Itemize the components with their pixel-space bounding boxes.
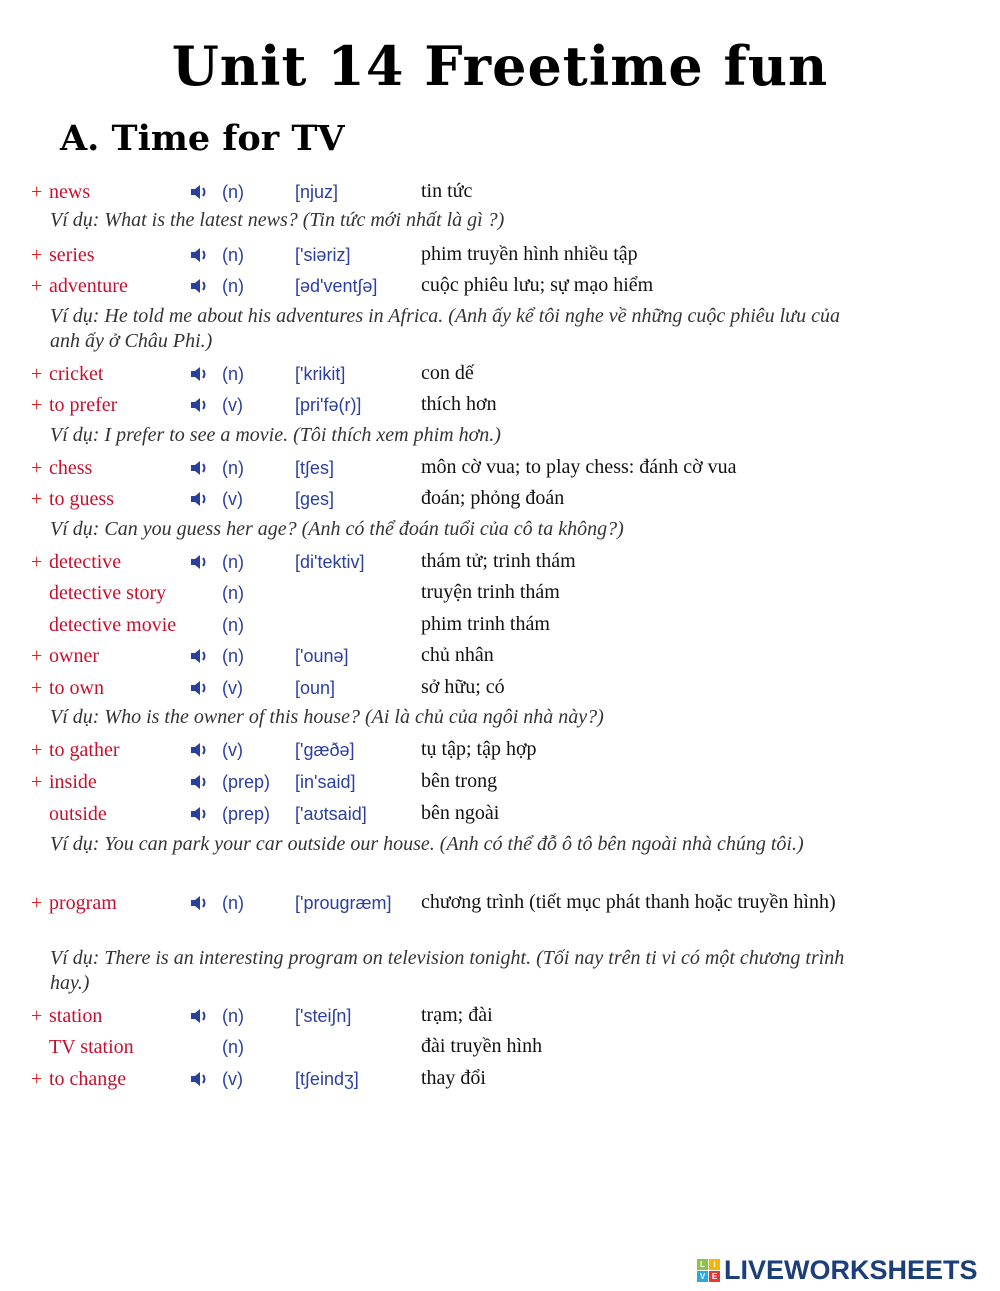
meaning: tin tức	[421, 180, 473, 202]
pronunciation: [t∫eindʒ]	[295, 1069, 359, 1089]
meaning: cuộc phiêu lưu; sự mạo hiểm	[421, 274, 654, 296]
speaker-icon[interactable]	[190, 397, 210, 413]
pronunciation: ['ounə]	[295, 646, 349, 666]
part-of-speech: (v)	[222, 395, 243, 415]
pronunciation: [ges]	[295, 489, 335, 509]
liveworksheets-logo[interactable]	[697, 1255, 978, 1286]
meaning: bên ngoài	[421, 802, 500, 824]
speaker-icon[interactable]	[190, 460, 210, 476]
meaning: chủ nhân	[421, 644, 494, 666]
vocabulary-row	[0, 674, 1000, 702]
vocab-word: detective story	[49, 582, 167, 604]
vocabulary-row	[0, 800, 1000, 828]
example-text: Ví dụ: I prefer to see a movie. (Tôi thích xem phim hơn.)	[50, 424, 501, 446]
worksheet-title: Unit 14 Freetime fun	[171, 34, 829, 98]
plus-marker: +	[31, 363, 43, 385]
part-of-speech: (prep)	[222, 804, 271, 824]
vocabulary-row	[0, 360, 1000, 388]
part-of-speech: (n)	[222, 583, 244, 603]
example-text: Ví dụ: You can park your car outside our house. (Anh có thể đỗ ô tô bên ngoài nhà chúng tôi.)	[50, 833, 804, 855]
vocab-word: to guess	[49, 488, 114, 510]
speaker-icon[interactable]	[190, 1071, 210, 1087]
vocabulary-row	[0, 1033, 1000, 1061]
part-of-speech: (n)	[222, 276, 244, 296]
vocabulary-row	[0, 241, 1000, 269]
plus-marker: +	[31, 551, 43, 573]
logo-text: LIVEWORKSHEETS	[724, 1255, 978, 1285]
plus-marker: +	[31, 1068, 43, 1090]
meaning: đoán; phỏng đoán	[421, 487, 565, 509]
vocab-word: news	[49, 181, 91, 203]
vocabulary-row	[0, 768, 1000, 796]
speaker-icon[interactable]	[190, 1008, 210, 1024]
plus-marker: +	[31, 771, 43, 793]
plus-marker: +	[31, 1005, 43, 1027]
meaning: đài truyền hình	[421, 1035, 543, 1057]
plus-marker: +	[31, 892, 43, 914]
part-of-speech: (n)	[222, 552, 244, 572]
example-sentence	[0, 832, 1000, 860]
vocabulary-row	[0, 642, 1000, 670]
meaning: thám tử; trinh thám	[421, 550, 576, 572]
example-sentence	[0, 423, 1000, 451]
part-of-speech: (v)	[222, 489, 243, 509]
pronunciation: ['stei∫n]	[295, 1006, 352, 1026]
example-text: Ví dụ: He told me about his adventures in Africa. (Anh ấy kể tôi nghe về những cuộc phiêu lưu của anh ấy ở Châu Phi.)	[50, 305, 840, 352]
vocab-word: chess	[49, 457, 93, 479]
vocab-word: outside	[49, 803, 107, 825]
example-sentence	[0, 304, 1000, 352]
part-of-speech: (v)	[222, 740, 243, 760]
vocab-word: station	[49, 1005, 103, 1027]
example-sentence	[0, 208, 1000, 236]
part-of-speech: (n)	[222, 893, 244, 913]
vocab-word: inside	[49, 771, 97, 793]
pronunciation: [t∫es]	[295, 458, 334, 478]
vocab-word: to change	[49, 1068, 127, 1090]
vocab-word: program	[49, 892, 117, 914]
vocabulary-row	[0, 889, 1000, 917]
meaning: tụ tập; tập hợp	[421, 738, 537, 760]
pronunciation: ['aʊtsaid]	[295, 804, 367, 824]
plus-marker: +	[31, 739, 43, 761]
vocabulary-row	[0, 579, 1000, 607]
part-of-speech: (n)	[222, 182, 244, 202]
pronunciation: [in'said]	[295, 772, 356, 792]
speaker-icon[interactable]	[190, 491, 210, 507]
pronunciation: ['krikit]	[295, 364, 346, 384]
logo-cube-letter: I	[709, 1259, 720, 1270]
pronunciation: [pri'fə(r)]	[295, 395, 362, 415]
vocab-word: detective movie	[49, 614, 177, 636]
vocab-word: to prefer	[49, 394, 118, 416]
example-text: Ví dụ: Can you guess her age? (Anh có thể đoán tuổi của cô ta không?)	[50, 518, 624, 540]
vocabulary-row	[0, 391, 1000, 419]
vocab-word: cricket	[49, 363, 104, 385]
vocabulary-row	[0, 1002, 1000, 1030]
vocabulary-row	[0, 454, 1000, 482]
logo-cube-icon	[697, 1259, 720, 1282]
plus-marker: +	[31, 181, 43, 203]
part-of-speech: (n)	[222, 615, 244, 635]
part-of-speech: (n)	[222, 1006, 244, 1026]
speaker-icon[interactable]	[190, 806, 210, 822]
plus-marker: +	[31, 275, 43, 297]
speaker-icon[interactable]	[190, 554, 210, 570]
vocab-word: TV station	[49, 1036, 134, 1058]
speaker-icon[interactable]	[190, 742, 210, 758]
speaker-icon[interactable]	[190, 366, 210, 382]
vocabulary-row	[0, 611, 1000, 639]
meaning: thay đổi	[421, 1067, 486, 1089]
pronunciation: [di'tektiv]	[295, 552, 365, 572]
example-text: Ví dụ: What is the latest news? (Tin tức mới nhất là gì ?)	[50, 209, 505, 231]
meaning: chương trình (tiết mục phát thanh hoặc truyền hình)	[421, 891, 836, 913]
logo-cube-letter: L	[697, 1259, 708, 1270]
example-sentence	[0, 946, 1000, 994]
pronunciation: [oun]	[295, 678, 336, 698]
plus-marker: +	[31, 244, 43, 266]
logo-cube-letter: E	[709, 1271, 720, 1282]
vocabulary-row	[0, 272, 1000, 300]
speaker-icon[interactable]	[190, 774, 210, 790]
vocabulary-row	[0, 548, 1000, 576]
vocab-word: to own	[49, 677, 104, 699]
speaker-icon[interactable]	[190, 648, 210, 664]
part-of-speech: (n)	[222, 1037, 244, 1057]
part-of-speech: (v)	[222, 678, 243, 698]
pronunciation: ['siəriz]	[295, 245, 351, 265]
speaker-icon[interactable]	[190, 680, 210, 696]
vocabulary-row	[0, 1065, 1000, 1093]
example-sentence	[0, 705, 1000, 733]
part-of-speech: (v)	[222, 1069, 243, 1089]
vocab-word: adventure	[49, 275, 128, 297]
part-of-speech: (n)	[222, 646, 244, 666]
pronunciation: ['prougræm]	[295, 893, 392, 913]
plus-marker: +	[31, 394, 43, 416]
vocabulary-row	[0, 178, 1000, 206]
example-sentence	[0, 517, 1000, 545]
plus-marker: +	[31, 645, 43, 667]
vocab-word: detective	[49, 551, 122, 573]
meaning: trạm; đài	[421, 1004, 493, 1026]
speaker-icon[interactable]	[190, 895, 210, 911]
pronunciation: ['gæðə]	[295, 740, 355, 760]
part-of-speech: (n)	[222, 364, 244, 384]
meaning: truyện trinh thám	[421, 581, 560, 603]
meaning: phim trinh thám	[421, 613, 550, 635]
meaning: môn cờ vua; to play chess: đánh cờ vua	[421, 456, 737, 478]
part-of-speech: (n)	[222, 245, 244, 265]
vocab-word: to gather	[49, 739, 120, 761]
meaning: thích hơn	[421, 393, 497, 415]
vocab-word: owner	[49, 645, 99, 667]
meaning: con dế	[421, 362, 474, 384]
meaning: sở hữu; có	[421, 676, 505, 698]
plus-marker: +	[31, 457, 43, 479]
part-of-speech: (prep)	[222, 772, 271, 792]
plus-marker: +	[31, 677, 43, 699]
logo-cube-letter: V	[697, 1271, 708, 1282]
meaning: phim truyền hình nhiều tập	[421, 243, 638, 265]
pronunciation: [əd'vent∫ə]	[295, 276, 378, 296]
vocabulary-row	[0, 485, 1000, 513]
plus-marker: +	[31, 488, 43, 510]
speaker-icon[interactable]	[190, 184, 210, 200]
vocabulary-row	[0, 736, 1000, 764]
vocab-word: series	[49, 244, 95, 266]
example-text: Ví dụ: There is an interesting program on television tonight. (Tối nay trên ti vi có một chương trình hay.)	[50, 947, 845, 994]
example-text: Ví dụ: Who is the owner of this house? (Ai là chủ của ngôi nhà này?)	[50, 706, 604, 728]
pronunciation: [njuz]	[295, 182, 339, 202]
part-of-speech: (n)	[222, 458, 244, 478]
speaker-icon[interactable]	[190, 247, 210, 263]
meaning: bên trong	[421, 770, 498, 792]
section-heading: A. Time for TV	[60, 118, 345, 159]
speaker-icon[interactable]	[190, 278, 210, 294]
